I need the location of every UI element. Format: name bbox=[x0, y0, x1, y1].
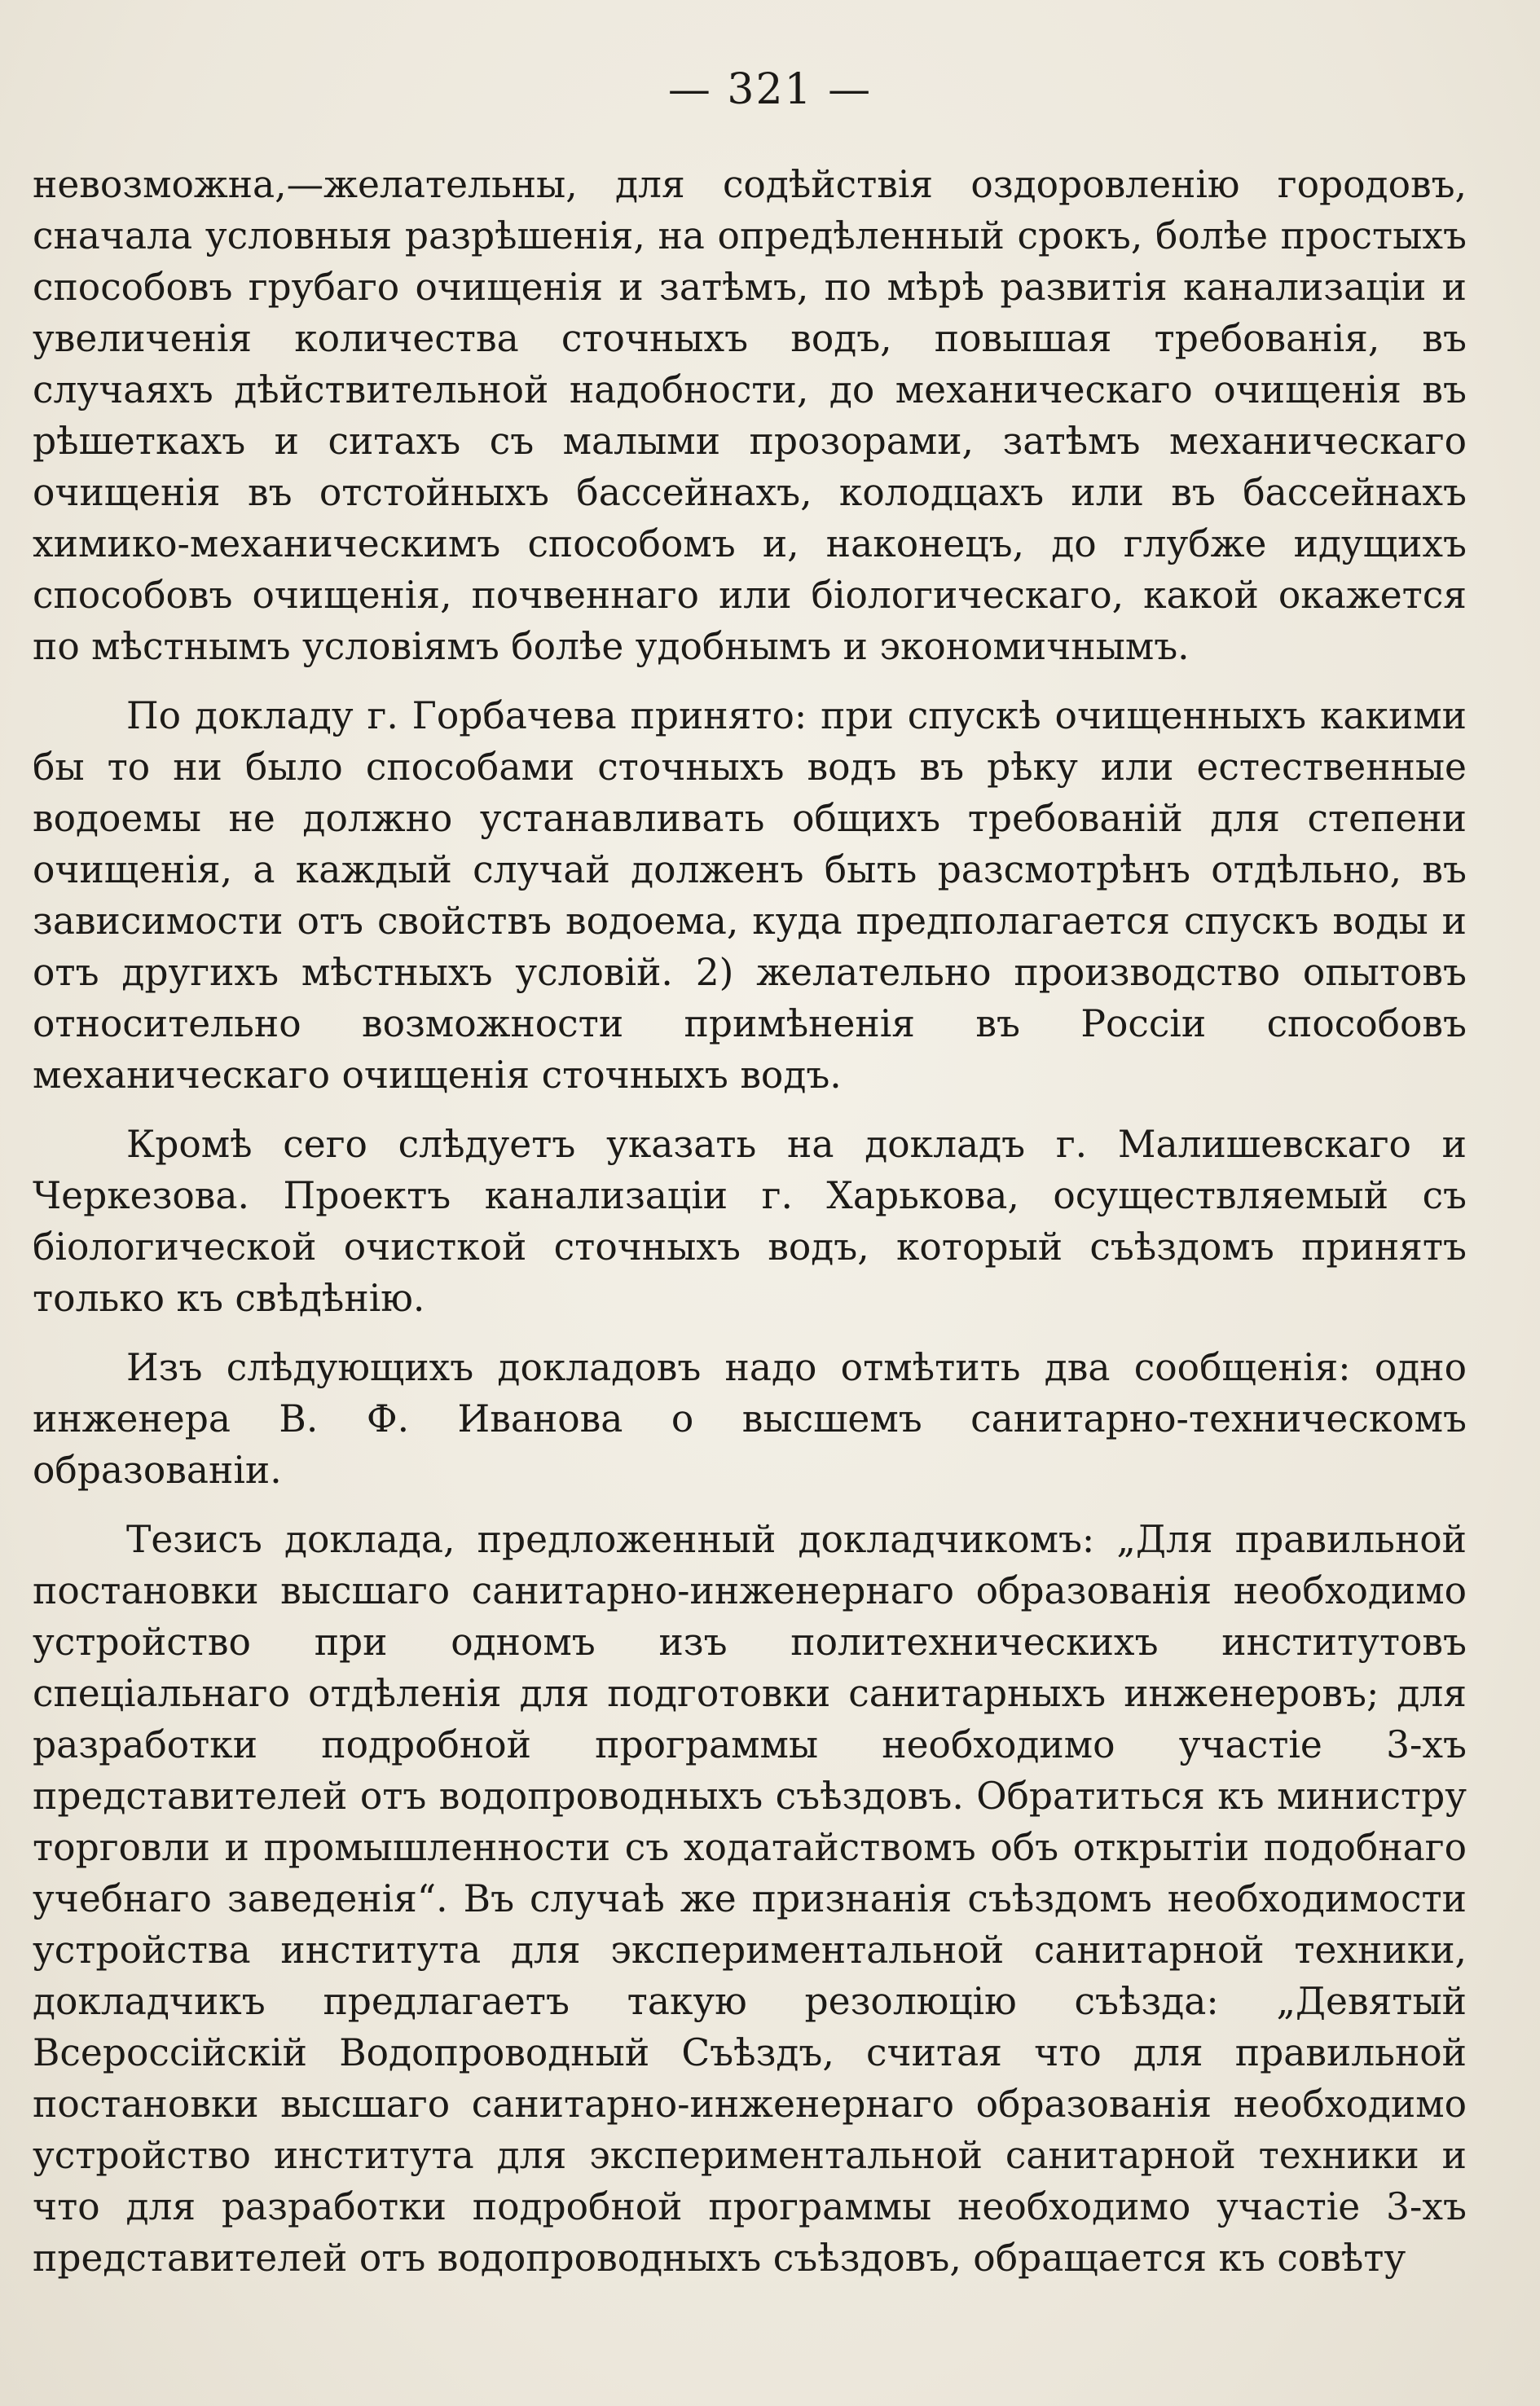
paragraph-kharkov-project: Кромѣ сего слѣдуетъ указать на докладъ г. Малишевскаго и Черкезова. Проектъ канализаціи г. Харькова, осуществляемый съ біологической очисткой сточныхъ водъ, который съѣздомъ принятъ только къ свѣдѣнію. bbox=[33, 1123, 1467, 1320]
paragraph-thesis: Тезисъ доклада, предложенный докладчикомъ: „Для правильной постановки высшаго санитарно-инженернаго образованія необходимо устройство при одномъ изъ политехническихъ институтовъ спеціальнаго отдѣленія для подготовки санитарныхъ инженеровъ; для разработки подробной программы необходимо участіе 3-хъ представителей отъ водопроводныхъ съѣздовъ. Обратиться къ министру торговли и промышленности съ ходатайствомъ объ открытіи подобнаго учебнаго заведенія“. Въ случаѣ же признанія съѣздомъ необходимости устройства института для экспериментальной санитарной техники, докладчикъ предлагаетъ такую резолюцію съѣзда: „Девятый Всероссійскій Водопроводный Съѣздъ, считая что для правильной постановки высшаго санитарно-инженернаго образованія необходимо устройство института для экспериментальной санитарной техники и что для разработки подробной программы необходимо участіе 3-хъ представителей отъ водопроводныхъ съѣздовъ, обращается къ совѣту bbox=[33, 1518, 1467, 2280]
paragraph-ivanov-report: Изъ слѣдующихъ докладовъ надо отмѣтить два сообщенія: одно инженера В. Ф. Иванова о высшемъ санитарно-техническомъ образованіи. bbox=[33, 1346, 1467, 1492]
paragraph-gorbachev-report: По докладу г. Горбачева принято: при спускѣ очищенныхъ какими бы то ни было способами сточныхъ водъ въ рѣку или естественные водоемы не должно устанавливать общихъ требованій для степени очищенія, а каждый случай долженъ быть разсмотрѣнъ отдѣльно, въ зависимости отъ свойствъ водоема, куда предполагается спускъ воды и отъ другихъ мѣстныхъ условій. 2) желательно производство опытовъ относительно возможности примѣненія въ Россіи способовъ механическаго очищенія сточныхъ водъ. bbox=[33, 694, 1467, 1097]
page-number: — 321 — bbox=[667, 65, 873, 114]
body-text bbox=[33, 159, 1467, 2302]
paragraph-continuation: невозможна,—желательны, для содѣйствія оздоровленію городовъ, сначала условныя разрѣшенія, на опредѣленный срокъ, болѣе простыхъ способовъ грубаго очищенія и затѣмъ, по мѣрѣ развитія канализаціи и увеличенія количества сточныхъ водъ, повышая требованія, въ случаяхъ дѣйствительной надобности, до механическаго очищенія въ рѣшеткахъ и ситахъ съ малыми прозорами, затѣмъ механическаго очищенія въ отстойныхъ бассейнахъ, колодцахъ или въ бассейнахъ химико-механическимъ способомъ и, наконецъ, до глубже идущихъ способовъ очищенія, почвеннаго или біологическаго, какой окажется по мѣстнымъ условіямъ болѣе удобнымъ и экономичнымъ. bbox=[33, 163, 1467, 668]
